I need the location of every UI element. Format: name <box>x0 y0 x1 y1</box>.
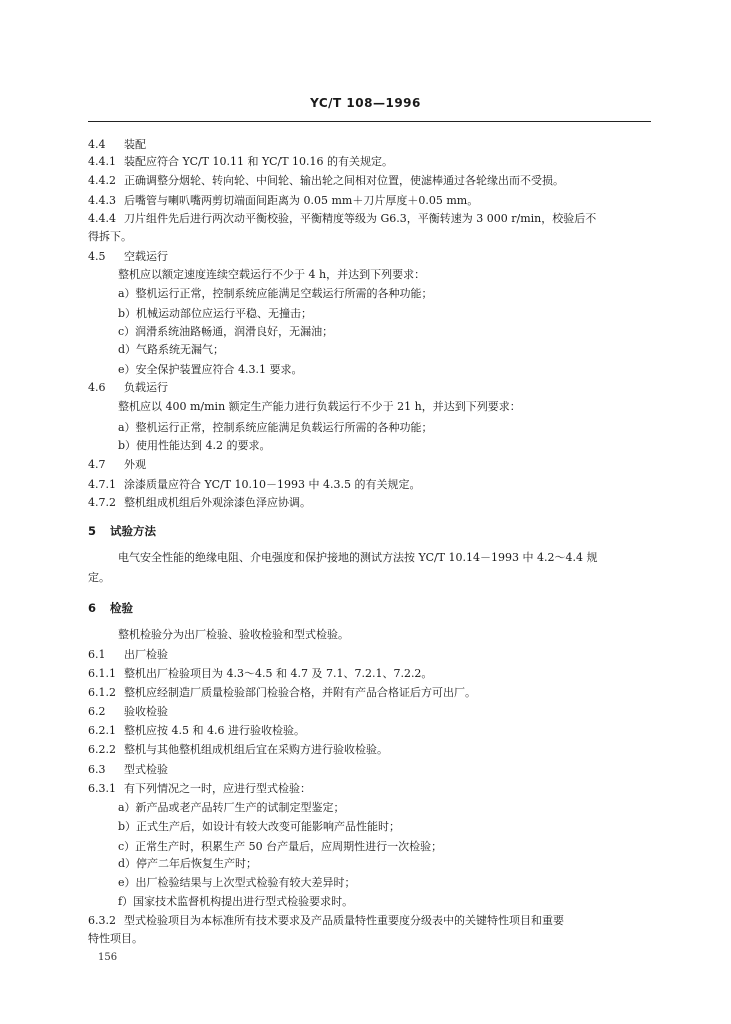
clause-text: 整机应按 4.5 和 4.6 进行验收检验。 <box>124 724 305 737</box>
text-line <box>88 667 653 681</box>
clause-text: a）新产品或老产品转厂生产的试制定型鉴定； <box>118 801 345 814</box>
page-number: 156 <box>98 952 118 963</box>
clause-text: 整机应以额定速度连续空载运行不少于 4 h，并达到下列要求： <box>118 268 426 281</box>
clause-text: 有下列情况之一时，应进行型式检验： <box>124 782 311 795</box>
clause-text: 整机出厂检验项目为 4.3～4.5 和 4.7 及 7.1、7.2.1、7.2.2。 <box>124 667 433 680</box>
text-line <box>118 421 683 435</box>
text-line <box>118 628 683 642</box>
clause-number: 4.4.4 <box>88 212 116 225</box>
clause-text: 负载运行 <box>124 381 168 394</box>
text-line <box>118 840 683 854</box>
clause-number: 6.2.1 <box>88 724 116 737</box>
text-line <box>118 307 683 321</box>
clause-number: 4.6 <box>88 381 106 394</box>
clause-text: 刀片组件先后进行两次动平衡校验，平衡精度等级为 G6.3，平衡转速为 3 000 r/min，校验后不 <box>124 212 597 225</box>
clause-number: 6.3 <box>88 763 106 776</box>
clause-number: 5 <box>88 524 97 538</box>
clause-number: 4.7.2 <box>88 496 116 509</box>
clause-number: 6 <box>88 601 97 615</box>
text-line <box>118 876 683 890</box>
text-line <box>118 439 683 453</box>
text-line <box>88 478 653 492</box>
text-line <box>118 363 683 377</box>
clause-text: 特性项目。 <box>88 932 143 945</box>
clause-text: 装配应符合 YC/T 10.11 和 YC/T 10.16 的有关规定。 <box>124 155 394 168</box>
clause-text: d）气路系统无漏气； <box>118 343 225 356</box>
text-line <box>118 820 683 834</box>
clause-number: 6.1.2 <box>88 686 116 699</box>
clause-number: 4.5 <box>88 250 106 263</box>
clause-number: 6.3.1 <box>88 782 116 795</box>
clause-text: 型式检验 <box>124 763 168 776</box>
text-line <box>88 648 653 662</box>
section-heading <box>88 601 653 615</box>
clause-text: 型式检验项目为本标准所有技术要求及产品质量特性重要度分级表中的关键特性项目和重要 <box>124 914 564 927</box>
text-line <box>88 212 653 226</box>
clause-text: a）整机运行正常，控制系统应能满足负载运行所需的各种功能； <box>118 421 433 434</box>
text-line <box>88 381 653 395</box>
document-header: YC/T 108—1996 <box>310 96 421 110</box>
clause-text: 空载运行 <box>124 250 168 263</box>
clause-text: c）正常生产时，积累生产 50 台产量后，应周期性进行一次检验； <box>118 840 443 853</box>
text-line <box>88 155 653 169</box>
text-line <box>118 801 683 815</box>
text-line <box>118 895 683 909</box>
text-line <box>118 268 683 282</box>
clause-text: 检验 <box>110 601 133 615</box>
clause-text: 后嘴管与喇叭嘴两剪切端面间距离为 0.05 mm＋刀片厚度＋0.05 mm。 <box>124 194 479 207</box>
clause-text: b）正式生产后，如设计有较大改变可能影响产品性能时； <box>118 820 401 833</box>
text-line <box>118 325 683 339</box>
clause-number: 6.1.1 <box>88 667 116 680</box>
text-line <box>88 724 653 738</box>
clause-number: 4.4.3 <box>88 194 116 207</box>
text-line <box>88 686 653 700</box>
clause-number: 4.4.1 <box>88 155 116 168</box>
text-line <box>88 705 653 719</box>
text-line <box>88 496 653 510</box>
text-line <box>88 763 653 777</box>
clause-number: 4.4 <box>88 138 106 151</box>
text-line <box>88 230 653 244</box>
clause-number: 6.3.2 <box>88 914 116 927</box>
clause-text: 电气安全性能的绝缘电阻、介电强度和保护接地的测试方法按 YC/T 10.14－1993 中 4.2～4.4 规 <box>118 551 598 564</box>
clause-text: c）润滑系统油路畅通，润滑良好，无漏油； <box>118 325 334 338</box>
clause-text: d）停产二年后恢复生产时； <box>118 857 258 870</box>
clause-text: 装配 <box>124 138 146 151</box>
text-line <box>88 914 653 928</box>
clause-number: 6.2.2 <box>88 743 116 756</box>
clause-text: b）使用性能达到 4.2 的要求。 <box>118 439 271 452</box>
clause-number: 4.7.1 <box>88 478 116 491</box>
clause-text: e）出厂检验结果与上次型式检验有较大差异时； <box>118 876 356 889</box>
clause-text: b）机械运动部位应运行平稳、无撞击； <box>118 307 313 320</box>
text-line <box>88 138 653 152</box>
text-line <box>88 932 653 946</box>
text-line <box>88 174 653 188</box>
clause-text: 验收检验 <box>124 705 168 718</box>
clause-text: 涂漆质量应符合 YC/T 10.10－1993 中 4.3.5 的有关规定。 <box>124 478 421 491</box>
clause-text: 整机组成机组后外观涂漆色泽应协调。 <box>124 496 311 509</box>
text-line <box>88 458 653 472</box>
text-line <box>88 782 653 796</box>
clause-text: e）安全保护装置应符合 4.3.1 要求。 <box>118 363 303 376</box>
text-line <box>88 250 653 264</box>
text-line <box>118 343 683 357</box>
clause-text: 得拆下。 <box>88 230 132 243</box>
clause-number: 4.7 <box>88 458 106 471</box>
text-line <box>118 857 683 871</box>
text-line <box>118 400 683 414</box>
text-line <box>118 551 683 565</box>
clause-text: a）整机运行正常，控制系统应能满足空载运行所需的各种功能； <box>118 287 433 300</box>
clause-text: 试验方法 <box>110 524 156 538</box>
header-rule <box>88 121 651 122</box>
clause-text: 整机检验分为出厂检验、验收检验和型式检验。 <box>118 628 349 641</box>
clause-text: 外观 <box>124 458 146 471</box>
clause-text: f）国家技术监督机构提出进行型式检验要求时。 <box>118 895 354 908</box>
text-line <box>88 743 653 757</box>
clause-text: 正确调整分烟轮、转向轮、中间轮、输出轮之间相对位置，使滤棒通过各轮缘出而不受损。 <box>124 174 564 187</box>
clause-number: 6.1 <box>88 648 106 661</box>
clause-text: 整机应经制造厂质量检验部门检验合格，并附有产品合格证后方可出厂。 <box>124 686 476 699</box>
clause-text: 定。 <box>88 571 110 584</box>
clause-text: 出厂检验 <box>124 648 168 661</box>
text-line <box>88 194 653 208</box>
clause-text: 整机与其他整机组成机组后宜在采购方进行验收检验。 <box>124 743 388 756</box>
text-line <box>88 571 653 585</box>
section-heading <box>88 524 653 538</box>
clause-number: 6.2 <box>88 705 106 718</box>
text-line <box>118 287 683 301</box>
clause-text: 整机应以 400 m/min 额定生产能力进行负载运行不少于 21 h，并达到下列要求： <box>118 400 521 413</box>
clause-number: 4.4.2 <box>88 174 116 187</box>
